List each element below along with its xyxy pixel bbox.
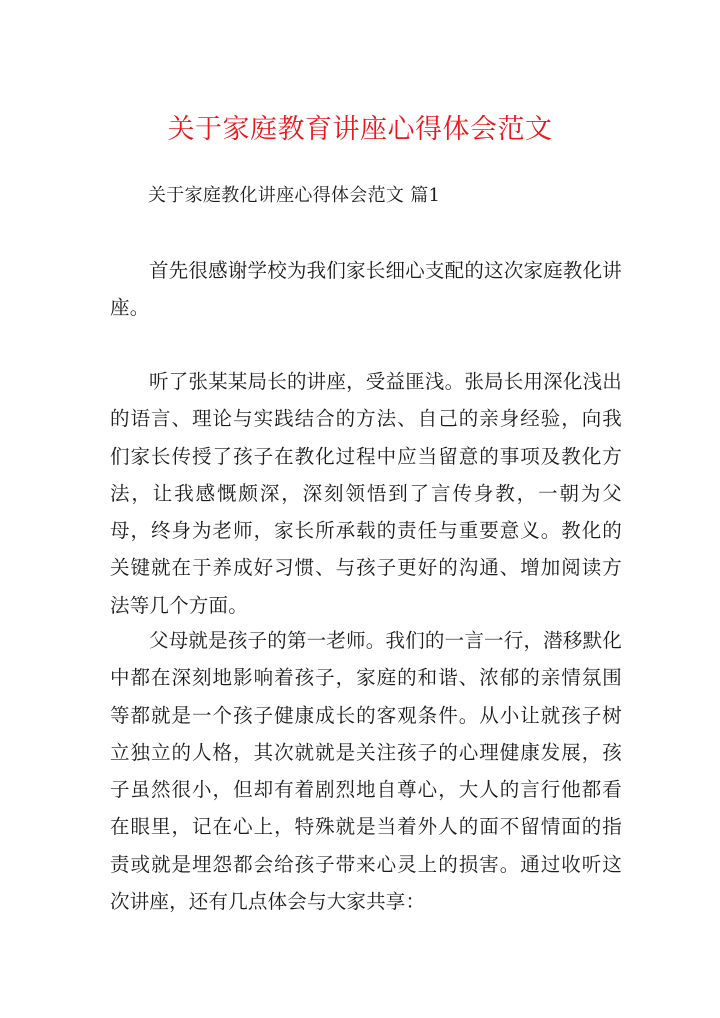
paragraph-1: 首先很感谢学校为我们家长细心支配的这次家庭教化讲座。 — [110, 259, 622, 320]
paragraph-3: 父母就是孩子的第一老师。我们的一言一行，潜移默化中都在深刻地影响着孩子，家庭的和谐、浓郁的亲情氛围等都就是一个孩子健康成长的客观条件。从小让就孩子树立独立的人格，其次就就是关注孩子的心理健康发展，孩子虽然很小，但却有着剧烈地自尊心，大人的言行他都看在眼里，记在心上，特殊就是当着外人的面不留情面的指责或就是埋怨都会给孩子带来心灵上的损害。通过收听这次讲座，还有几点体会与大家共享： — [110, 629, 622, 914]
document-subtitle: 关于家庭教化讲座心得体会范文 篇1 — [148, 185, 441, 206]
document-title: 关于家庭教育讲座心得体会范文 — [167, 114, 553, 145]
paragraph-2: 听了张某某局长的讲座，受益匪浅。张局长用深化浅出的语言、理论与实践结合的方法、自己的亲身经验，向我们家长传授了孩子在教化过程中应当留意的事项及教化方法，让我感慨颇深，深刻领悟到了言传身教，一朝为父母，终身为老师，家长所承载的责任与重要意义。教化的关键就在于养成好习惯、与孩子更好的沟通、增加阅读方法等几个方面。 — [110, 370, 622, 617]
